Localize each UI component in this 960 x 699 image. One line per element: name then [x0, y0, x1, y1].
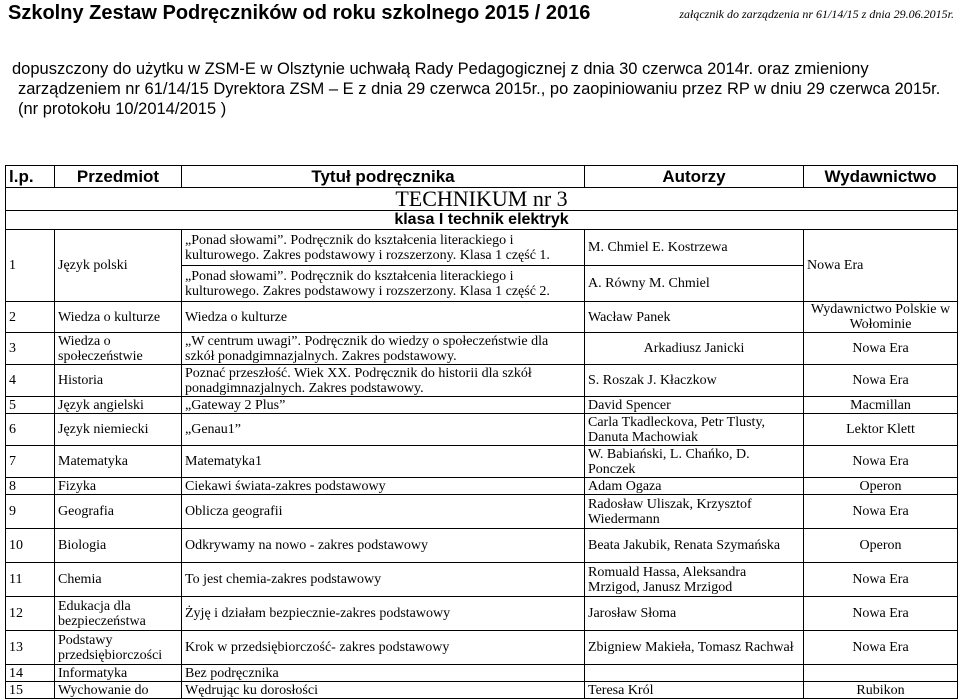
- cell-title: „Ponad słowami”. Podręcznik do kształcenia literackiego i kulturowego. Zakres podstawowy i rozszerzony. Klasa 1 część 1.: [182, 230, 585, 266]
- cell-authors: Adam Ogaza: [585, 478, 804, 495]
- cell-subject: Wiedza o kulturze: [55, 302, 182, 333]
- header-publisher: Wydawnictwo: [804, 166, 958, 188]
- cell-title: Żyję i działam bezpiecznie-zakres podstawowy: [182, 597, 585, 631]
- cell-lp: 13: [6, 631, 55, 665]
- cell-publisher: Operon: [804, 478, 958, 495]
- intro-line-1: dopuszczony do użytku w ZSM-E w Olsztynie uchwałą Rady Pedagogicznej z dnia 30 czerwca 2014r. oraz zmieniony: [12, 60, 869, 78]
- cell-lp: 10: [6, 529, 55, 563]
- table-row: [6, 597, 958, 631]
- table-row: [6, 365, 958, 397]
- cell-authors: Teresa Król: [585, 682, 804, 699]
- cell-authors: Romuald Hassa, Aleksandra Mrzigod, Janusz Mrzigod: [585, 563, 804, 597]
- table-row: [6, 230, 958, 266]
- table-row: [6, 302, 958, 333]
- cell-subject: Język niemiecki: [55, 414, 182, 446]
- cell-title: Ciekawi świata-zakres podstawowy: [182, 478, 585, 495]
- cell-title: Matematyka1: [182, 446, 585, 478]
- cell-lp: 14: [6, 665, 55, 682]
- cell-publisher: Nowa Era: [804, 597, 958, 631]
- cell-lp: 5: [6, 397, 55, 414]
- cell-authors: Arkadiusz Janicki: [585, 333, 804, 365]
- intro-text: [12, 59, 952, 119]
- cell-subject: Edukacja dla bezpieczeństwa: [55, 597, 182, 631]
- cell-publisher: Nowa Era: [804, 563, 958, 597]
- cell-publisher: Rubikon: [804, 682, 958, 699]
- cell-authors: Zbigniew Makieła, Tomasz Rachwał: [585, 631, 804, 665]
- intro-line-2: zarządzeniem nr 61/14/15 Dyrektora ZSM – E z dnia 29 czerwca 2015r., po zaopiniowaniu przez RP w dniu 29 czerwca 2015r.: [18, 80, 941, 98]
- cell-lp: 2: [6, 302, 55, 333]
- section-title: TECHNIKUM nr 3: [6, 188, 958, 211]
- cell-authors: M. Chmiel E. Kostrzewa: [585, 230, 804, 266]
- cell-title: „Gateway 2 Plus”: [182, 397, 585, 414]
- cell-subject: Matematyka: [55, 446, 182, 478]
- table-row: [6, 529, 958, 563]
- cell-lp: 6: [6, 414, 55, 446]
- cell-title: Oblicza geografii: [182, 495, 585, 529]
- cell-publisher: Operon: [804, 529, 958, 563]
- cell-title: Wędrując ku dorosłości: [182, 682, 585, 699]
- cell-publisher: Nowa Era: [804, 365, 958, 397]
- table-row: [6, 478, 958, 495]
- table-row: [6, 446, 958, 478]
- cell-authors: Wacław Panek: [585, 302, 804, 333]
- cell-subject: Informatyka: [55, 665, 182, 682]
- cell-publisher: Nowa Era: [804, 495, 958, 529]
- cell-lp: 12: [6, 597, 55, 631]
- cell-title: Odkrywamy na nowo - zakres podstawowy: [182, 529, 585, 563]
- cell-lp: 3: [6, 333, 55, 365]
- cell-title: Wiedza o kulturze: [182, 302, 585, 333]
- page-title: Szkolny Zestaw Podręczników od roku szkolnego 2015 / 2016: [8, 2, 591, 24]
- table-row: [6, 495, 958, 529]
- cell-authors: Radosław Uliszak, Krzysztof Wiedermann: [585, 495, 804, 529]
- cell-publisher: Wydawnictwo Polskie w Wołominie: [804, 302, 958, 333]
- cell-subject: Język angielski: [55, 397, 182, 414]
- cell-lp: 8: [6, 478, 55, 495]
- cell-lp: 15: [6, 682, 55, 699]
- section-subtitle: klasa I technik elektryk: [6, 211, 958, 230]
- cell-lp: 4: [6, 365, 55, 397]
- cell-lp: 11: [6, 563, 55, 597]
- cell-subject: Chemia: [55, 563, 182, 597]
- cell-authors: Carla Tkadleckova, Petr Tlusty, Danuta Machowiak: [585, 414, 804, 446]
- cell-title: „Ponad słowami”. Podręcznik do kształcenia literackiego i kulturowego. Zakres podstawowy i rozszerzony. Klasa 1 część 2.: [182, 266, 585, 302]
- cell-title: Poznać przeszłość. Wiek XX. Podręcznik do historii dla szkół ponadgimnazjalnych. Zakres podstawowy.: [182, 365, 585, 397]
- table-row: [6, 397, 958, 414]
- cell-authors: Jarosław Słoma: [585, 597, 804, 631]
- cell-title: Bez podręcznika: [182, 665, 585, 682]
- cell-publisher: [804, 665, 958, 682]
- header-lp: l.p.: [6, 166, 55, 188]
- cell-authors: Beata Jakubik, Renata Szymańska: [585, 529, 804, 563]
- cell-subject: Historia: [55, 365, 182, 397]
- cell-authors: W. Babiański, L. Chańko, D. Ponczek: [585, 446, 804, 478]
- table-row: [6, 414, 958, 446]
- cell-authors: David Spencer: [585, 397, 804, 414]
- annex-note: załącznik do zarządzenia nr 61/14/15 z dnia 29.06.2015r.: [679, 7, 954, 21]
- cell-subject: Wiedza o społeczeństwie: [55, 333, 182, 365]
- cell-publisher: Macmillan: [804, 397, 958, 414]
- header-subject: Przedmiot: [55, 166, 182, 188]
- cell-subject: Podstawy przedsiębiorczości: [55, 631, 182, 665]
- cell-publisher: Lektor Klett: [804, 414, 958, 446]
- cell-authors: A. Równy M. Chmiel: [585, 266, 804, 302]
- cell-publisher: Nowa Era: [804, 230, 958, 302]
- header-title: Tytuł podręcznika: [182, 166, 585, 188]
- cell-title: Krok w przedsiębiorczość- zakres podstawowy: [182, 631, 585, 665]
- cell-subject: Fizyka: [55, 478, 182, 495]
- cell-publisher: Nowa Era: [804, 631, 958, 665]
- cell-subject: Wychowanie do: [55, 682, 182, 699]
- cell-subject: Geografia: [55, 495, 182, 529]
- table-row: [6, 682, 958, 699]
- cell-subject: Biologia: [55, 529, 182, 563]
- cell-publisher: Nowa Era: [804, 446, 958, 478]
- cell-title: „Genau1”: [182, 414, 585, 446]
- cell-subject: Język polski: [55, 230, 182, 302]
- table-row: [6, 665, 958, 682]
- cell-lp: 1: [6, 230, 55, 302]
- cell-title: „W centrum uwagi”. Podręcznik do wiedzy o społeczeństwie dla szkół ponadgimnazjalnych. Zakres podstawowy.: [182, 333, 585, 365]
- table-row: [6, 631, 958, 665]
- cell-authors: [585, 665, 804, 682]
- table-row: [6, 563, 958, 597]
- cell-title: To jest chemia-zakres podstawowy: [182, 563, 585, 597]
- cell-lp: 7: [6, 446, 55, 478]
- cell-lp: 9: [6, 495, 55, 529]
- cell-authors: S. Roszak J. Kłaczkow: [585, 365, 804, 397]
- intro-line-3: (nr protokołu 10/2014/2015 ): [18, 100, 227, 118]
- textbook-table: [5, 165, 958, 699]
- table-row: [6, 333, 958, 365]
- header-authors: Autorzy: [585, 166, 804, 188]
- cell-publisher: Nowa Era: [804, 333, 958, 365]
